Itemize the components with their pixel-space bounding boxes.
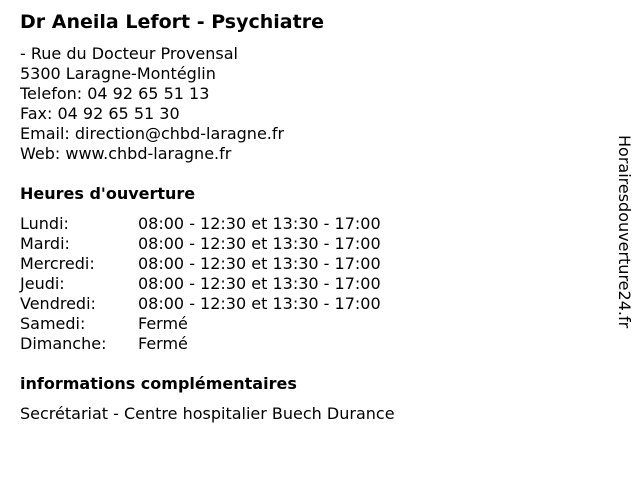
phone-line: Telefon: 04 92 65 51 13	[20, 84, 210, 103]
day-label: Vendredi:	[20, 294, 96, 313]
watermark-text: Horairesdouverture24.fr	[615, 135, 634, 329]
hours-row-mercredi	[20, 254, 440, 274]
hours-row-samedi	[20, 314, 440, 334]
time-value: 08:00 - 12:30 et 13:30 - 17:00	[138, 294, 381, 313]
page-title: Dr Aneila Lefort - Psychiatre	[20, 11, 324, 33]
email-line: Email: direction@chbd-laragne.fr	[20, 124, 285, 143]
additional-info-text: Secrétariat - Centre hospitalier Buech Durance	[20, 404, 395, 423]
web-line: Web: www.chbd-laragne.fr	[20, 144, 232, 163]
day-label: Dimanche:	[20, 334, 107, 353]
city-line: 5300 Laragne-Montéglin	[20, 64, 216, 83]
day-label: Lundi:	[20, 214, 69, 233]
time-value: 08:00 - 12:30 et 13:30 - 17:00	[138, 234, 381, 253]
day-label: Mercredi:	[20, 254, 95, 273]
time-value: 08:00 - 12:30 et 13:30 - 17:00	[138, 274, 381, 293]
opening-hours-heading: Heures d'ouverture	[20, 184, 196, 203]
watermark	[612, 135, 636, 371]
time-value: Fermé	[138, 314, 188, 333]
day-label: Mardi:	[20, 234, 70, 253]
day-label: Jeudi:	[20, 274, 65, 293]
fax-line: Fax: 04 92 65 51 30	[20, 104, 180, 123]
day-label: Samedi:	[20, 314, 86, 333]
additional-info-heading: informations complémentaires	[20, 374, 297, 393]
time-value: 08:00 - 12:30 et 13:30 - 17:00	[138, 254, 381, 273]
time-value: Fermé	[138, 334, 188, 353]
address-block	[20, 44, 284, 164]
opening-hours-list	[20, 214, 440, 354]
hours-row-dimanche	[20, 334, 440, 354]
hours-row-vendredi	[20, 294, 440, 314]
time-value: 08:00 - 12:30 et 13:30 - 17:00	[138, 214, 381, 233]
street-line: - Rue du Docteur Provensal	[20, 44, 238, 63]
hours-row-jeudi	[20, 274, 440, 294]
hours-row-lundi	[20, 214, 440, 234]
hours-row-mardi	[20, 234, 440, 254]
